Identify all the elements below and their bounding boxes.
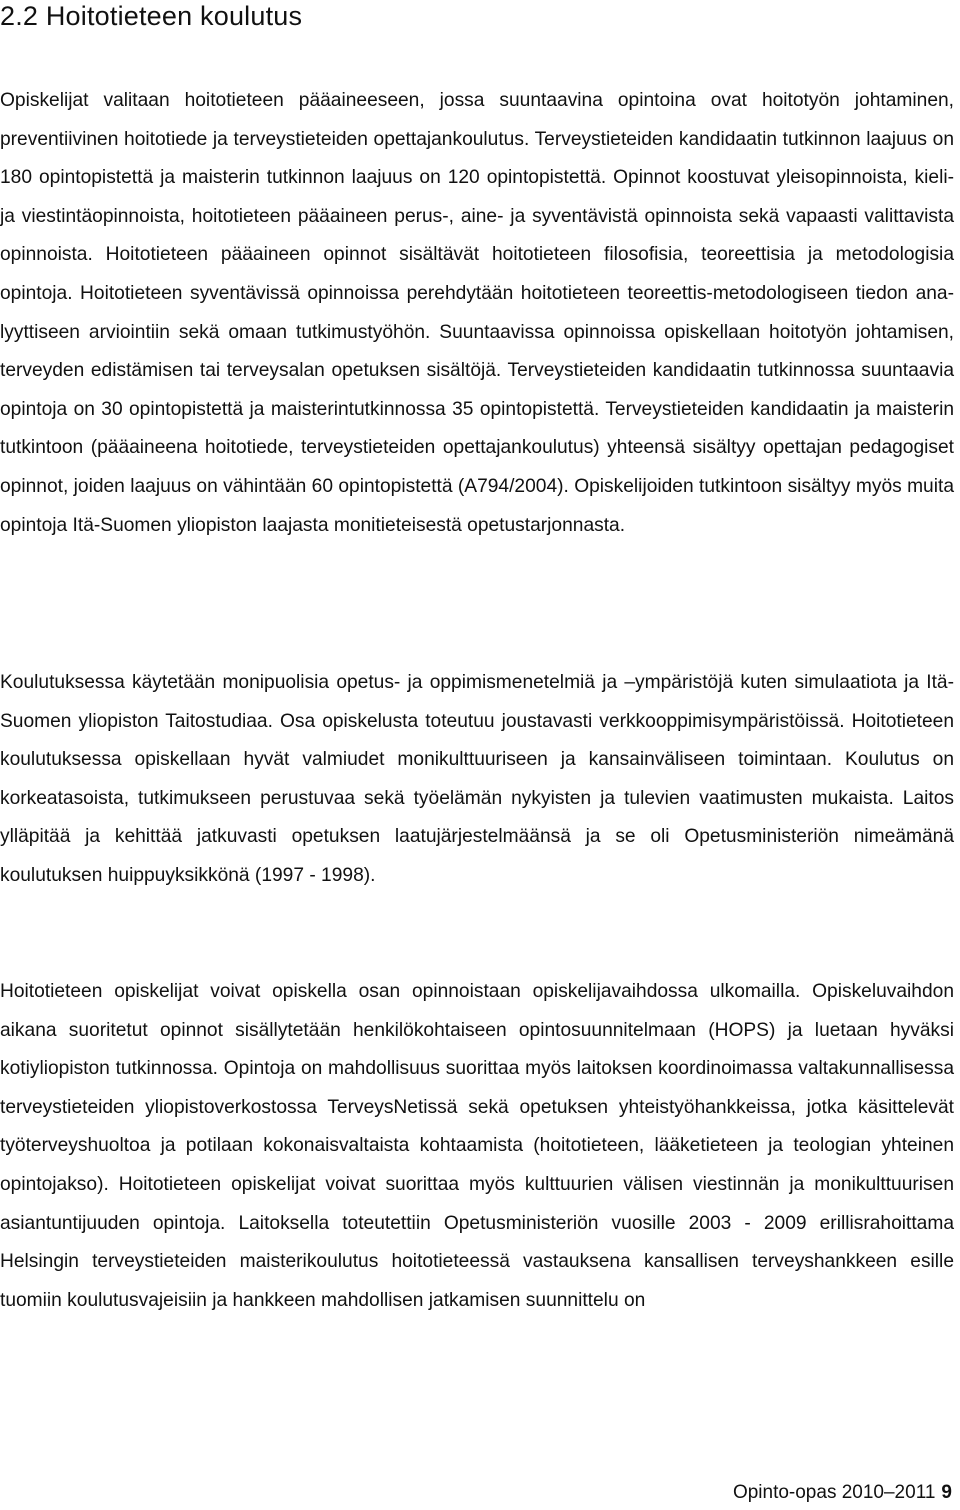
section-heading: 2.2 Hoitotieteen koulutus [0,1,303,31]
page-number: 9 [941,1482,952,1503]
body-paragraph-teaching-methods: Koulutuksessa käytetään monipuolisia opetus- ja oppimismenetelmiä ja –ympäristöjä kuten simulaatiota ja Itä-Suomen yliopiston Taitostudiaa. Osa opiskelusta toteutuu joustavasti verkkooppimisympäristöissä. Hoitotieteen koulutuksessa opiskellaan hyvät valmiudet monikulttuuriseen ja kansainväliseen toimintaan. Koulutus on korkeatasoista, tutkimukseen perustuvaa sekä työelämän nykyisten ja tulevien vaatimusten mukaista. Laitos ylläpitää ja kehittää jatkuvasti opetuksen laatujärjestelmäänsä ja se oli Opetusministeriön nimeämänä koulutuksen huippuyksikkönä (1997 - 1998). [0,672,954,886]
page-footer [733,1480,952,1506]
footer-guide-title: Opinto-opas 2010–2011 [732,1482,936,1503]
body-paragraph-degree-structure: Opiskelijat valitaan hoitotieteen pääaineeseen, jossa suuntaavina opintoina ovat hoitotyön johtaminen, preventiivinen hoitotiede ja terveystieteiden opettajankoulutus. Terveystieteiden kandidaatin tutkinnon laajuus on 180 opintopistettä ja maisterin tutkinnon laajuus on 120 opintopistettä. Opinnot koostuvat yleisopinnoista, kieli- ja viestintäopinnoista, hoitotieteen pääaineen perus-, aine- ja syventävistä opinnoista sekä vapaasti valittavista opinnoista. Hoitotieteen pääaineen opinnot sisältävät hoitotieteen filosofisia, teoreettisia ja metodologisia opintoja. Hoitotieteen syventävissä opinnoissa perehdytään hoitotieteen teoreettis-metodologiseen tiedon analyyttiseen arviointiin sekä omaan tutkimustyöhön. Suuntaavissa opinnoissa opiskellaan hoitotyön johtamisen, terveyden edistämisen tai terveysalan opetuksen sisältöjä. Terveystieteiden kandidaatin tutkinnossa suuntaavia opintoja on 30 opintopistettä ja maisterintutkinnossa 35 opintopistettä. Terveystieteiden kandidaatin ja maisterin tutkintoon (pääaineena hoitotiede, terveystieteiden opettajankoulutus) yhteensä sisältyy opettajan pedagogiset opinnot, joiden laajuus on vähintään 60 opintopistettä (A794/2004). Opiskelijoiden tutkintoon sisältyy myös muita opintoja Itä-Suomen yliopiston laajasta monitieteisestä opetustarjonnasta. [0,90,954,536]
body-paragraph-student-exchange: Hoitotieteen opiskelijat voivat opiskella osan opinnoistaan opiskelijavaihdossa ulkomailla. Opiskeluvaihdon aikana suoritetut opinnot sisällytetään henkilökohtaiseen opintosuunnitelmaan (HOPS) ja luetaan hyväksi kotiyliopiston tutkinnossa. Opintoja on mahdollisuus suorittaa myös laitoksen koordinoimassa valtakunnallisessa terveystieteiden yliopistoverkostossa TerveysNetissä sekä opetuksen yhteistyöhankkeissa, jotka käsittelevät työterveyshuoltoa ja potilaan kokonaisvaltaista kohtaamista (hoitotieteen, lääketieteen ja teologian yhteinen opintojakso). Hoitotieteen opiskelijat voivat suorittaa myös kulttuurien välisen viestinnän ja monikulttuurisen asiantuntijuuden opintoja. Laitoksella toteutettiin Opetusministeriön vuosille 2003 - 2009 erillisrahoittama Helsingin terveystieteiden maisterikoulutus hoitotieteessä vastauksena kansallisen terveyshankkeen esille tuomiin koulutusvajeisiin ja hankkeen mahdollisen jatkamisen suunnittelu on [0,981,954,1311]
